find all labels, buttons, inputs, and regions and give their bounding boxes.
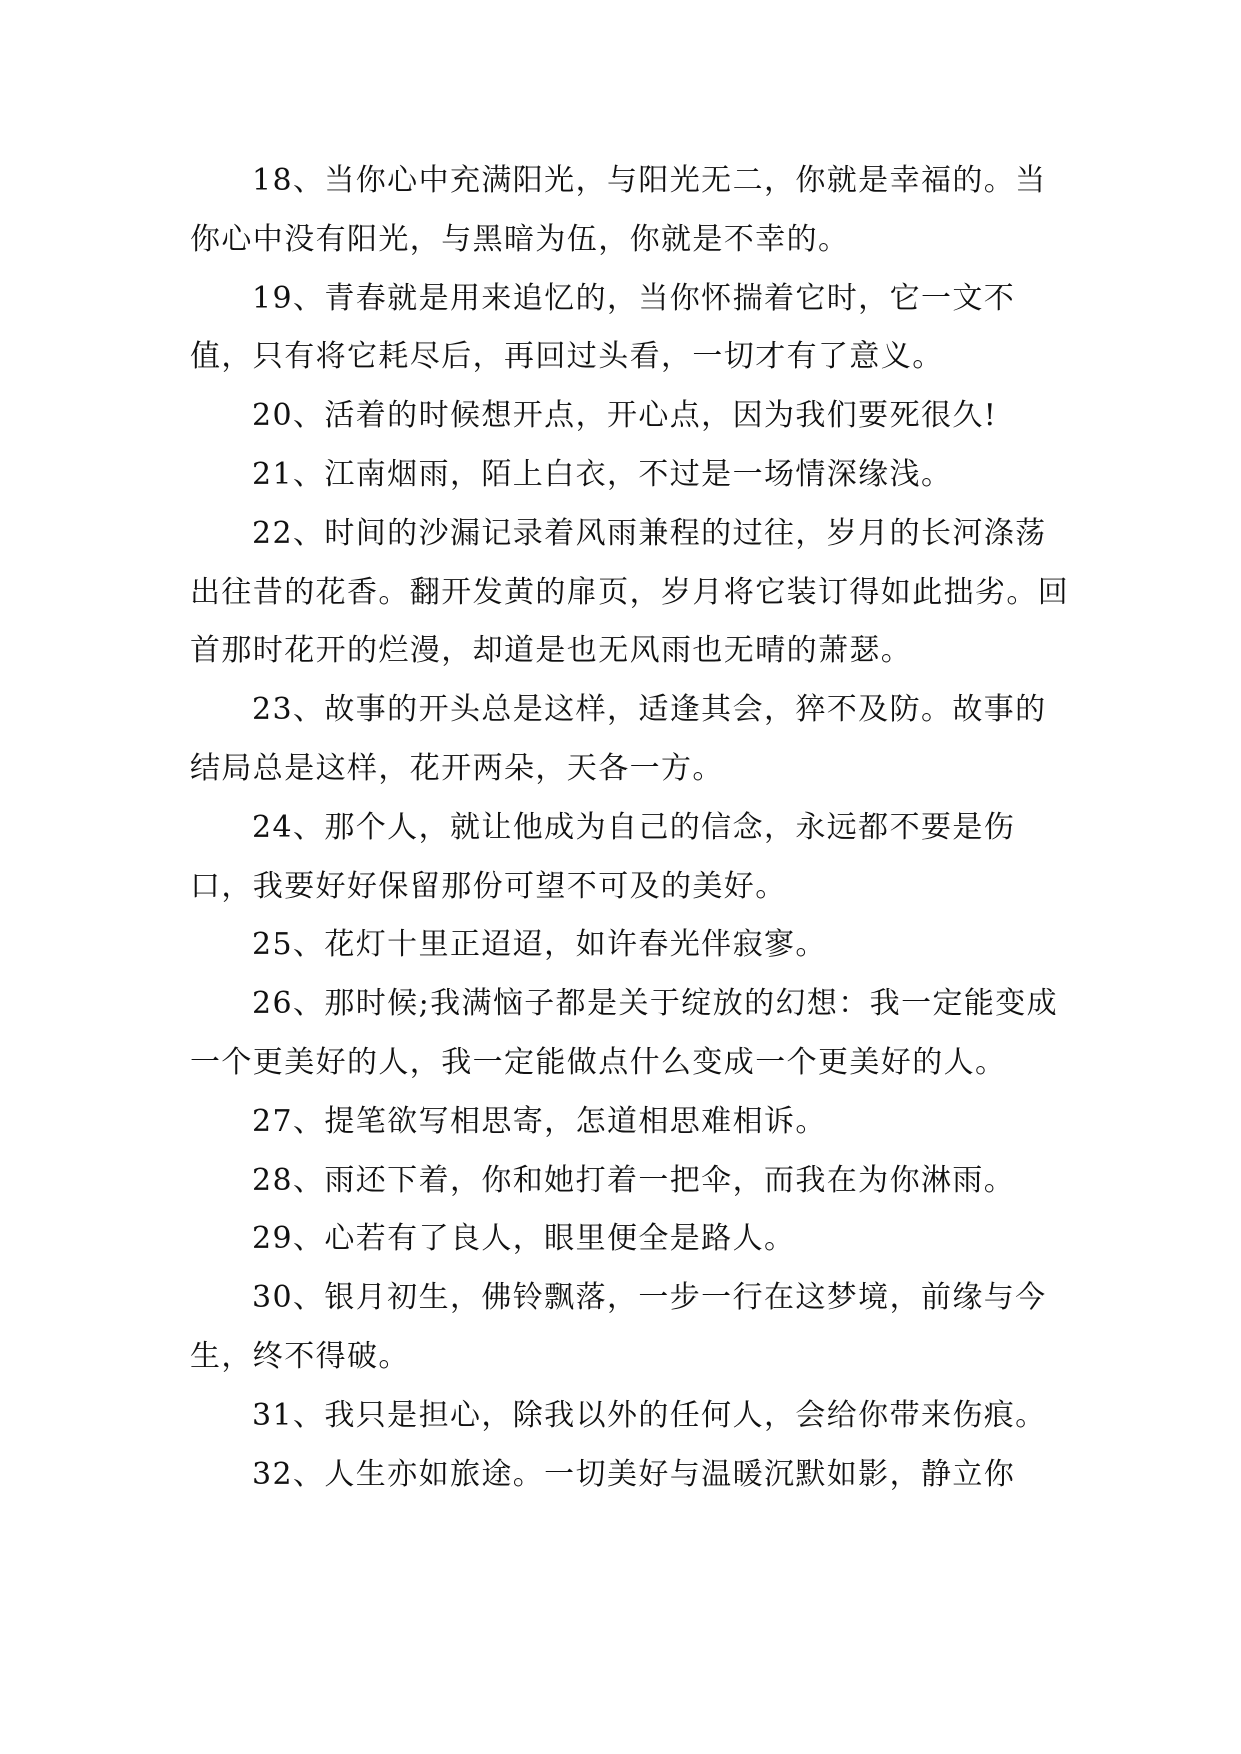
paragraph-22: 22、时间的沙漏记录着风雨兼程的过往，岁月的长河涤荡出往昔的花香。翻开发黄的扉页，岁月将它装订得如此拙劣。回首那时花开的烂漫，却道是也无风雨也无晴的萧瑟。 xyxy=(190,515,1070,669)
paragraph-29: 29、心若有了良人，眼里便全是路人。 xyxy=(252,1221,796,1257)
paragraph-18: 18、当你心中充满阳光，与阳光无二，你就是幸福的。当你心中没有阳光，与黑暗为伍，你就是不幸的。 xyxy=(190,163,1047,257)
paragraph-21: 21、江南烟雨，陌上白衣，不过是一场情深缘浅。 xyxy=(252,456,953,492)
paragraph-26: 26、那时候;我满恼子都是关于绽放的幻想：我一定能变成一个更美好的人，我一定能做点什么变成一个更美好的人。 xyxy=(190,986,1059,1080)
paragraph-25: 25、花灯十里正迢迢，如许春光伴寂寥。 xyxy=(252,927,827,963)
document-body xyxy=(190,152,1070,1504)
paragraph-30: 30、银月初生，佛铃飘落，一步一行在这梦境，前缘与今生，终不得破。 xyxy=(190,1280,1047,1374)
paragraph-19: 19、青春就是用来追忆的，当你怀揣着它时，它一文不值，只有将它耗尽后，再回过头看，一切才有了意义。 xyxy=(190,280,1016,375)
paragraph-28: 28、雨还下着，你和她打着一把伞，而我在为你淋雨。 xyxy=(252,1162,1016,1198)
paragraph-23: 23、故事的开头总是这样，适逢其会，猝不及防。故事的结局总是这样，花开两朵，天各一方。 xyxy=(190,692,1047,786)
paragraph-31: 31、我只是担心，除我以外的任何人，会给你带来伤痕。 xyxy=(252,1397,1047,1433)
paragraph-32: 32、人生亦如旅途。一切美好与温暖沉默如影，静立你 xyxy=(252,1456,1016,1492)
paragraph-24: 24、那个人，就让他成为自己的信念，永远都不要是伤口，我要好好保留那份可望不可及的美好。 xyxy=(190,809,1016,904)
paragraph-20: 20、活着的时候想开点，开心点，因为我们要死很久! xyxy=(252,398,998,434)
paragraph-27: 27、提笔欲写相思寄，怎道相思难相诉。 xyxy=(252,1103,827,1139)
